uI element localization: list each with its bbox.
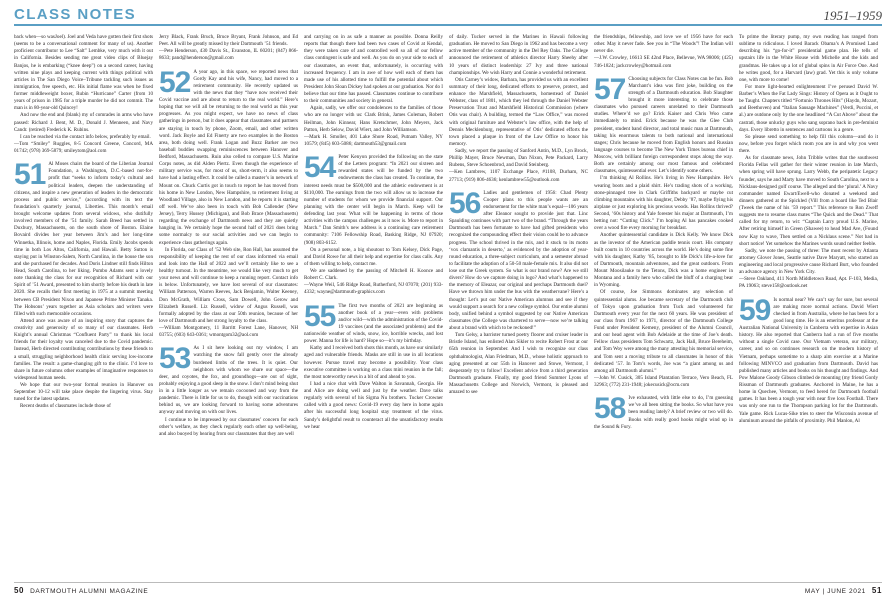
note-paragraph <box>739 248 878 277</box>
paragraph-text: the friendships, fellowship, and love we of 1956 have for each other. May it never fade. See you in “The Woods”! The Indian will never die. <box>594 34 733 55</box>
note-paragraph <box>594 392 733 431</box>
paragraph-text: To prime the literary pump, my own reading has ranged from sublime to ridiculous. I loved Barack Obama’s A Promised Land describing his “go-for-it” presidential game plan. He tells of upstairs life in the White House with Michelle and the kids and grandmas. He takes up a lot of global spins in Air Force One. And he writes good, for a Harvard (law) grad. Yet this is only volume one, with more to come! <box>739 34 878 83</box>
paragraph-text: As I sit here looking out my window, I am watching the snow fall gently over the already burdened limbs of the trees. It is quiet. Our neighbors with whom we share our space—the deer, and coyotes, the fox, and groundhogs—are out of sight, probably enjoying a good sleep in the snow. I don’t mind being shut in in a little longer as we remain cocooned and way from the pandemic. There is little for us to do, though with our vaccinations behind us, we are looking forward to having some adventures anyway and moving on with our lives. <box>159 345 298 416</box>
note-paragraph <box>739 293 878 425</box>
note-paragraph <box>304 268 443 282</box>
note-paragraph <box>449 332 588 396</box>
note-paragraph <box>14 34 153 112</box>
text-column <box>304 34 443 580</box>
paragraph-text: —Pete Henderson, 430 Davis St., Evanston, IL 60201; (847) 866-8633; pand@henderson@gmail.com <box>159 48 298 62</box>
page-number-left: 50 <box>14 586 25 595</box>
class-secretary-signature <box>14 141 153 155</box>
paragraph-text: We are saddened by the passing of Mitchell H. Koonce and Robert C. Clark. <box>304 268 443 282</box>
paragraph-text: Peter Kenyon provided the following on the state of the Letters program: “In 2021 our sixteen and rewarded states will be funded by the two endowments the class has created. To continue, the interest needs must be $500,000 and the athletic endowment is at $110,000. The earnings from the two will allow us to increase the number of students for whom we provide financial support. Our planning with the center will begin in March. Keep will be defending last year. What will be happening in terms of those activities with the campus challenges as it now is. More to report in March.” Dan Smith’s new address is a continuing care retirement community: 7106 Fellowship Road, Basking Ridge, NJ 07920; (908) 803-6152. <box>304 154 443 246</box>
note-paragraph <box>304 299 443 346</box>
note-paragraph <box>594 289 733 375</box>
note-paragraph <box>304 247 443 268</box>
note-paragraph <box>159 65 298 247</box>
text-column <box>449 34 588 580</box>
paragraph-text: The first two months of 2021 are beginning as another book of a year—even with problems and/or wild—with the administration of the Covid-19 vaccines (and the associated problems) and the nationwide weather of winds, snow, ice, horrible wrecks, and lost power. Manna for life is hard? Hope so—it’s my birthday. <box>304 302 443 345</box>
paragraph-text: I continue to be impressed by our classmates’ concern for each other’s welfare, as they check regularly each other up well-being, and also buoyed by hearing from our classmates that they are well <box>159 416 298 437</box>
paragraph-text: So please send something to help fill this column—and do it now, before you forget which room you are in and why you went there. <box>739 133 878 154</box>
paragraph-text: For more light-hearted enlightenment I’ve perused David W. Barber’s When the Fat Lady Sings: History of Opera as it Ought to be Taught. Chapters titled “Fortunio Thrones Hits” (Haydn, Mozart, and Beethoven) and “Italian Sausage Machines” (Verdi, Puccini, et al.) are outdone only by the one headlined “A Cut Above” about the castrati, those unlucky guys who sang soprano back in pre-feminist days. Every libretto in sentences and cartoons is a genre. <box>739 83 878 133</box>
class-secretary-signature <box>594 375 733 389</box>
paragraph-text: Is normal near? We can’t say for sure, but several are making more normal actions. David Wiert checked in from Australia, where he has been for a good long time. He is an emeritus professor at the Australian National University in Canberra with expertise in Asian history. He also reported that Canberra had a run of five months without a single Covid case. Our Vietnam veteran, our military, career, and so on continues research on the modern history of Vietnam, perhaps sometime to a sharp aim exercise at a Marine following MINVCO and graduation from Dartmouth. David has published many articles and books on his thought and findings. And Pow Malone Goody Gibson climbed de mounting (my friend Gordy Rissman of Dartmouth graduates. Anchored in Maine, he has a home in Quechee, Vermont, to feed hered for Dartmouth football games. It has been a tough year with near five loss Football. There was only one run to the Thompson parking lot for the Dartmouth. Yale game. Rick Lucas-Sike tries to steer the Wisconsin avenue of aluminum around the pitfalls of proximity. Phil Manlon, Al <box>739 296 878 424</box>
paragraph-text: —Mark H. Smoller, 401 Lake Shore Road, Putnam Valley, NY 10579; (845) 603-5086; dartmouth53@gmail.com <box>304 133 443 147</box>
paragraph-text: —Ken Lambrew, 1107 Exchange Place, #1108, Durham, NC 27713; (919) 806-4636; kenlambrew55@outlook.com <box>449 169 588 183</box>
note-paragraph <box>304 34 443 105</box>
paragraph-text: —Wayne Weil, 546 Ridge Road, Rutherford, NJ 07070; (201) 933-4332; wayne@dartmouth-graphics.com <box>304 282 443 296</box>
note-paragraph <box>304 151 443 247</box>
paragraph-text: Again, sadly, we offer our condolences to the families of those who are no longer with us: Clark Brink, James Coleman, Robert Heilman, John Kinnear, Hans Kretschmer, John Meyers, Jack Patton, Herb Selow, David Wiert, and John Williamson. <box>304 105 443 133</box>
note-paragraph <box>449 186 588 333</box>
paragraph-text: I had a nice chat with Dave Walton in Savannah, Georgia. He and Alice are doing well and just by the weather. Dave talks regularly with several of his Sigma Nu brothers. Tucker Crowner called with a good news: Covid-19 every day here in home again after his successful long hospital stay treatment of the virus. Sandy’s delightful result to counteract all the unsatisfactory results we hear <box>304 380 443 430</box>
class-secretary-signature <box>449 169 588 183</box>
paragraph-text: Al Moses chairs the board of the Liberian Journal Foundation, a Washington, D.C.-based not-for-profit that “seeks to inform today’s cultural and political leaders, deepen the understanding of citizens, and inspire a new generation of leaders in the democratic process and public service,” (according with its text the foundation’s quarterly journal, Liberties. This month’s email brought welcome updates from several widows, who dutifully involved members of the ’51 family. Sarah Breed has settled in Duxbury, Massachusetts, on the south shore of Boston. Elaine Bovaird divides her year between Jim’s and her long-time Winnetka, Illinois, home and Naples, Florida. Emily Jacobs spends time in both Los Altos, California, and Hawaii. Betty Sutton is staying put in Winston-Salem, North Carolina, in the house the son and she purchased for decades. And Doris Lindner still finds Hilton Head, South Carolina, to her liking. Pumbo Adams sent a lovely note thanking the class for our recognition of Richard with our Spirit of ’51 Award, presented to him shortly before his death in late 2020. She recalls their first meeting in 1975 at a summit meeting between CB President Nixon and Japanese Prime Minister Tanaka. The Hobsons’ years together as Asia scholars and writers were filled with such memorable occasions. <box>14 161 153 317</box>
note-paragraph <box>14 112 153 133</box>
note-paragraph <box>159 34 298 48</box>
paragraph-text: I can be reached via the contact info below, preferably by email. <box>20 133 151 140</box>
paragraph-text: Of course, Joe Simmons dominates any selection of quintessential alums. Joe became secretary of the Dartmouth club of Tokyo upon graduation from Tuck and volunteered for Dartmouth every year for the next 60 years. He was president of our class from 1967 to 1971, director of the Dartmouth College Fund under President Kemeny, president of the Alumni Council, and our head agent with Bob Adelaide at the time of Joe’s death. Fellow class presidents Tom Schwartz, Jack Hall, Bruce Bereheim, and Tom Woy were among the many attesting his memorial service, and Tom sent a moving tribute to all classmates in honor of this dedicated ’57. In Tom’s words, Joe was “a giant among us and among all Dartmouth alumni.” <box>594 289 733 374</box>
class-year-dropcap: 57 <box>594 72 626 106</box>
note-paragraph <box>159 417 298 438</box>
publication-name: DARTMOUTH ALUMNI MAGAZINE <box>30 588 149 595</box>
paragraph-text: —Steve Oakland, 411 North Middletown Road, Apt. F-103, Media, PA 19063; steve158@outlook.net <box>739 276 878 290</box>
paragraph-text: In Florida, our Class of ’52 Web site, Ron Hall, has assumed the responsibility of keeping the rest of our class informed via email and look into the Hall of 2022 and we’ll certainly like to see a healthy turnout. In the meantime, we would like very much to get your news and will continue to keep a running report. Contact info is below. Unfortunately, we have lost several of our classmates: William Patterson, Warren Reeves, Jack Benjamin, Walter Keeney, Don McGrath, William Cross, Sam Dowell, John Gerow and Elizabeth Russell. Liz Russell, widow of Angus Russell, was formally adopted by the class at our 50th reunion, because of her love of Dartmouth and her strong loyalty to the class. <box>159 246 298 324</box>
note-paragraph <box>14 382 153 403</box>
class-year-dropcap: 56 <box>449 186 481 220</box>
page-number-right: 51 <box>871 586 882 595</box>
note-paragraph <box>739 134 878 155</box>
paragraph-text: On a personal note, a big shoutout to Tom Kelsey, Dick Page, and David Rowe for all their help and expertise for class calls. Any of them willing to help, contact me. <box>304 246 443 267</box>
note-paragraph <box>739 84 878 134</box>
paragraph-text: Another quintessential candidate is Dick Kelly. We know Dick as the investor of the American paddle tennis court. His company built courts in 10 countries across the world. He’s doing some fine with his daughter, Kathy ’85, brought to life Dick’s life-a-love for of Dartmouth, mountain adventures, and the great outdoors. From Mount Moosilauke to the Tetons, Dick was a home engineer in Montana and a family hero who called the bluff of a charging bear in Wyoming. <box>594 232 733 289</box>
note-paragraph <box>14 403 153 410</box>
note-paragraph <box>159 247 298 325</box>
class-secretary-signature <box>159 48 298 62</box>
paragraph-text: Jerry Black, Frank Bruch, Bruce Bryant, Frank Johnson, and Ed Peet. All will be greatly missed by their Dartmouth ’51 friends. <box>159 34 298 48</box>
paragraph-text: Sadly, we report the passing of Sanford Antin, M.D., Lyn Brock, Phillip Mayer, Bruce Newman, Dan Nixon, Pete Packard, Larry Rubens, Steve Schoenbrod, and David Steinberg. <box>449 148 588 169</box>
class-year-dropcap: 54 <box>304 151 336 184</box>
issue-date: MAY | JUNE 2021 <box>804 588 866 595</box>
class-secretary-signature <box>159 325 298 339</box>
paragraph-text: And now the end and (blank) my of comrades in arms who have passed: Richard J. Bent, M. D., Donald J. Menneen, and Navy Candr. (retired) Frederick K. Rubins. <box>14 112 153 133</box>
note-paragraph <box>449 34 588 77</box>
class-year-dropcap: 52 <box>159 65 191 99</box>
paragraph-text: Ive exhausted, with little else to do, I’m guessing we’ve all been sitting the books. So what have you been reading lately? A brief review or two will do. Books with really good hooks might wind up in the Sound & Fury. <box>594 395 733 430</box>
header-rule <box>14 24 882 26</box>
paragraph-text: As for classmate news, John Tribble writes that the southwest Florida Fellas will gather for their winter reunion in late March, when spring will have sprung. Larry Webb, the peripatetic Legacy founder, says he and Marty have moved to South Carolina, next to a Nicklaus-designed golf course. The alleged and the ‘plural.’ A Navy commander named Ewart/Ewell-who donated a weekend and dinners gathered at the Spickled (Vill from a board like Ted Blair (Tweek the name of his ’59 report.” This reference to Ron Zweff suggests me to resume class mates “The Quick and the Dead.” That called for my return, to wit: “Captain Larry proud U.S. Marine, After retiring himself in Green (Shawee) to head Mad Ave, (Found now Kay to wave, Then settled on a Nicklaus scene.” Not bad in short notice! Yet somehow the Marines words sound neither feeble. <box>739 155 878 247</box>
paragraph-text: Recent deaths of classmates include those of <box>20 403 111 410</box>
note-paragraph <box>14 134 153 141</box>
note-paragraph <box>739 155 878 248</box>
note-paragraph <box>304 105 443 134</box>
class-secretary-signature <box>594 55 733 69</box>
class-secretary-signature <box>304 134 443 148</box>
footer-rule <box>14 582 882 583</box>
text-column <box>594 34 733 580</box>
paragraph-text: Otis Carney’s widow, Barbara, has provided us with an excellent summary of their long, dedicated efforts to preserve, protect, and enhance the Marshfield, Massachusetts, homestead of Daniel Webster, class of 1801, which they led through the Daniel Webster Preservation Trust and Marshfield Historical Commission (where Otis was chair). A building, termed the “Law Office,” was moved with original furniture and Webster’s law office, with the help of Dennis Mecklenburg, representative of Otis’ dedicated efforts the town placed a plaque in front of the Law Office to honor his memory. <box>449 76 588 147</box>
class-year-dropcap: 55 <box>304 299 336 333</box>
class-year-dropcap: 58 <box>594 392 626 426</box>
note-paragraph <box>449 148 588 169</box>
paragraph-text: A year ago, in this space, we reported news that Gordy Kay and his wife, Nancy, had moved to a retirement community. He recently updated us with the news that they “have now received their Covid vaccine and are about to return to the real world.” Here’s hoping that we will all be returning to the real world as this year progresses. As you might expect, we have no news of class gatherings in person, but it does appear that classmates and partners are staying in touch by phone, Zoom, email, and other written word. Jack Boyle and Ed Finerty are two examples in the Boston area, both doing well. Frank Logan and Buzz Barker are two baseball buddies swapping reminiscences between Hanover and Bedford, Massachusetts. Ruin also celled to compare U.S. Marine Corps notes, as did Alden Piertz. Even though the experience of military service was, for most of us, short-term, it also seems to have had a lasting effect. It could be called a master’s in network of Mount on. Chuck Curtis got in touch to report he has moved from his home in New London, New Hampshire, to retirement living at Woodland Village, also in New London, and he reports it is starting off well. We’ve also been in touch with Bob Callender (New Jersey), Terry Hussey (Michigan), and Bob Brace (Massachusetts) regarding the exchange of Dartmouth news and they are quietly hanging in. We certainly hope the second half of 2021 does bring some normalcy to our social activities and we can begin to experience class gatherings again. <box>159 68 298 246</box>
class-secretary-signature <box>304 282 443 296</box>
paragraph-text: —John W. Cusick, 305 Island Plantation Terrace, Vero Beach, FL 32963; (772) 231-1948; jokecusick@ocm.com <box>594 374 733 388</box>
paragraph-text: Ladies and gentlemen of 1956: Chad Plenty Cooper plans to this people wants are an endorsement for the white man’s equal—106 years after Eleanor sought to provide just that. Linc Spaulding continues with part two of the brand. “Through the years Dartmouth has been fortunate to have had gifted presidents who recognized the compounding effect their vision could be to advance progress. The school thrived in the mix, and it stuck to its motto ‘vox clamantis in deserto,’ as evidenced by the adoption of year-round education, a three-subject curriculum, and a semester abroad to facilitate the adoption of a 50-50 male-female mix. It also did not lose out the Greek system. So what is our brand now? Are we still divers? How do we capture doing in logo? And what’s happened to the memory of Eleazar, our original and perchaps Dartmouth duel? Have we thrown him under the bus with the weathervane? Here’s a thought: Let’s put our Native American alumnus and see if they would support a search for a new college symbol. Our entire alumni body, unified behind a symbol suggested by our Native American classmates (the College was chartered to serve—now we’re talking about a brand with which to be reckoned!” <box>449 189 588 331</box>
paragraph-text: back when—so wasJoel). Joel and Veda have gotten their first shots (seems to be a conversational comment for many of us). Another proficient contributor to Lee “Salt” Lembke, very much with it out in California. Besides sending me great video clips of Bluejay Banjos, he is embarking (“knee deep”) on a second career, having written nine plays and keeping current with things political with articles in The San Diego Voice–Tribune tackling such issues as immigration, free speech, etc. His initial flame was when he fixed former middleweight boxer, Rubin “Hurricane” Carter (from 10 years of prison in 1985 for a triple murder he did not commit. The man is in 80-year-old Quincey! <box>14 34 153 112</box>
note-paragraph <box>594 34 733 55</box>
paragraph-text: —Tom “Smiley” Ruggles, 8-5 Concord Greene, Concord, MA 01742; (978) 369-5879; smileytom@aol.com <box>14 140 153 154</box>
class-year-dropcap: 51 <box>14 158 46 192</box>
text-column <box>14 34 153 580</box>
section-title: CLASS NOTES <box>14 6 137 23</box>
note-paragraph <box>449 77 588 148</box>
paragraph-text: Attend ance was aware of an inspiring story that captures the creativity and generosity of so many of our classmates. Herb Knight’s annual Christmas “Confluent Party” to thank his local friends for their loyalty was canceled due to the Covid pandemic. Instead, Herb directed contributing contributions by these friends to a small, struggling neighborhood health clinic serving low-income families. The result: a game-changing gift to the clinic. I’d love to share in future columns other examples of imaginative responses to widespread human needs. <box>14 317 153 381</box>
paragraph-text: —J.W. Crowley, 16613 SE 42nd Place, Bellevue, WA 98006; (425) 746-1824; jackcrowley@hotmail.com <box>594 55 733 69</box>
note-paragraph <box>594 175 733 232</box>
paragraph-text: Kathy and I received both shots this month, as have our similarly aged and vulnerable friends. Masks are still in use in all locations however. Pursue travel may become a possibility. Your class executive committee is working on a class mini reunion in the fall; the most noteworthy news in a bit of and ahead to you. <box>304 345 443 380</box>
note-paragraph <box>594 72 733 176</box>
footer-right <box>805 586 882 595</box>
class-year-dropcap: 59 <box>739 293 771 327</box>
paragraph-text: Sadly, we note the passing of three: The most recent by Atlanta attorney Glover Jones, Seattle native Dave Maryatt, who started an engineering and local progressive cause Richard Burt, who founded an advance agency in New York City. <box>739 247 878 276</box>
footer-left <box>14 586 148 595</box>
paragraph-text: of daily. Tucker served in the Marines in Hawaii following graduation. He moved to San Diego in 1962 and has become a very active member of the community in the Del Rey Oaks. The College announced the retirement of athletics director Harry Sheehy after 10 years of distinct leadership: 27 Ivy and three national championships. We wish Harry and Connie a wonderful retirement. <box>449 34 588 76</box>
note-paragraph <box>159 342 298 416</box>
note-paragraph <box>14 318 153 382</box>
class-year-dropcap: 53 <box>159 342 191 376</box>
paragraph-text: We hope that our two-year formal reunion in Hanover on September 10-12 will take place despite the lingering virus. Stay tuned for the latest updates. <box>14 382 153 403</box>
note-paragraph <box>739 34 878 84</box>
paragraph-text: Tom Gelsy, a barrister turned poetry floorer and cruiser leader in Bristle Island, has enlisted Alan Sikler to recite Robert Frost at our 65th reunion in September. And I wish to recognize our class ophthalmologist, Alan Friedman, M.D., whose holistic approach to aging presented at our 55th in Hanover and Stowe, Vermont, I desperately try to follow! Excellent advice from a third generation Dartmouth graduate. Finally, my good friend Summer Lyons of Massachusetts College and Norwich, Vermont, is pleased and amazed to see <box>449 332 588 396</box>
paragraph-text: I’m thinking Al Rollins. He’s living in New Hampshire. He’s wearing boots and a plaid shirt. He’s trading shots of a working, stone-pinnaged tree in Clark Griffiths backyard or maybe cut climbing mountains with his daughter, Debby ’87, maybe flying his airplane or just exploring his precious woods. Has Rollins thrived? Second, ’60s history and Yale forester his major at Dartmouth, I’m betting not: “Cutting Click.” I’m hoping Al has pancakes cooked over a wood fire every morning for breakfast. <box>594 175 733 232</box>
class-secretary-signature <box>739 276 878 290</box>
note-paragraph <box>594 232 733 289</box>
paragraph-text: —William Montgomery, 11 Barritt Forest Lane, Hanover, NH 03755; (603) 643-0361; wmontgom32@aol.com <box>159 325 298 339</box>
note-paragraph <box>304 381 443 431</box>
note-paragraph <box>304 345 443 381</box>
text-column <box>159 34 298 580</box>
year-range: 1951–1959 <box>823 8 882 23</box>
paragraph-text: and carrying on in as safe a manner as possible. Donna Reilly reports that though there had been two cases of Covid at Kendal, they were taken care of and controlled well so all of our fellow class contingent is safe and well. As you do on your side to each of our classmates, an event that, unfortunately, is occurring with increased frequency. I am in awe of how well each of them has made use of his allotted time to fulfill the potential about which President John Sloan Dickey had spoken at our graduation. Nor do I believe that our time has passed. Classmates continue to contribute to their communities and society in general. <box>304 34 443 105</box>
paragraph-text: Choosing subjects for Class Notes can be fun. Bob Marchant’s idea was first joke, building on the strength of a Dartmouth education. Bob Slaughter brought it more interesting to celebrate those classmates who pursued careers unrelated to their Dartmouth studies. Where’d we go? Erick Kaiser and Chris Woo came immediately to mind. Erick because he was the Glee Club president, student band director, and total music man at Dartmouth, taking his enormous talents to both national and international stages; Chris because he moved from English honors and Russian language courses to become The New York Times bureau chief in Moscow, with brilliant foreign correspondent stops along the way. Both are certainly among our most famous and celebrated classmates, quintessential ever. Let’s identify some others. <box>594 75 733 175</box>
note-paragraph <box>14 158 153 318</box>
text-column <box>739 34 878 580</box>
